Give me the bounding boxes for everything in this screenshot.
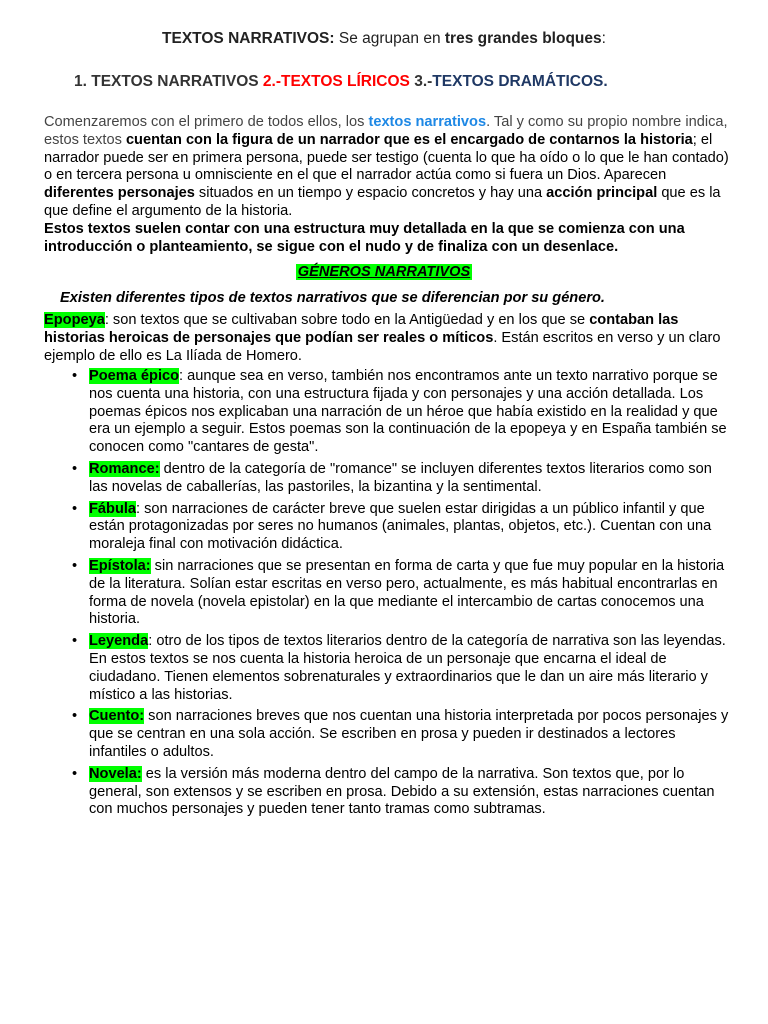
document-title	[0, 30, 768, 48]
title-mid: Se agrupan en	[334, 30, 445, 47]
block-dramatic-number: 3.-	[414, 73, 433, 90]
genre-label: Cuento:	[89, 708, 145, 725]
narrative-texts-link-text: textos narrativos	[368, 114, 487, 130]
list-item: • Leyenda: otro de los tipos de textos literarios dentro de la categoría de narrativa son las leyendas. En estos textos se nos cuenta la historia heroica de un personaje que encarna el ideal de ciudadano. Tienen elementos sobrenaturales y extraordinarios que le dan un aire más literario y místico a las historias.	[72, 633, 726, 703]
genres-heading: GÉNEROS NARRATIVOS	[297, 264, 471, 280]
list-item: • Fábula: son narraciones de carácter breve que suelen estar dirigidas a un público infantil y que están protagonizadas por seres no humanos (animales, plantas, objetos, etc.). Cuentan con una moraleja final con motivación didáctica.	[72, 500, 712, 553]
bullet-icon: •	[72, 368, 78, 384]
list-item: • Cuento: son narraciones breves que nos cuentan una historia interpretada por pocos personajes y que se centran en una sola acción. Se escriben en prosa y pueden ir destinados a lectores infantiles o adultos.	[72, 708, 729, 760]
bullet-icon: •	[72, 557, 78, 574]
epopeya-label: Epopeya	[44, 312, 105, 328]
genres-list	[72, 368, 734, 823]
blocks-heading	[74, 73, 608, 91]
genre-label: Leyenda	[89, 633, 149, 650]
list-item: • Romance: dentro de la categoría de "romance" se incluyen diferentes textos literarios como son las novelas de caballerías, las pastoriles, la bizantina y la sentimental.	[72, 460, 712, 495]
block-lyric: 2.-TEXTOS LÍRICOS	[262, 73, 415, 90]
block-dramatic: TEXTOS DRAMÁTICOS.	[432, 73, 608, 90]
genre-label: Poema épico	[89, 368, 180, 384]
structure-paragraph: Estos textos suelen contar con una estructura muy detallada en la que se comienza con una introducción o planteamiento, se sigue con el nudo y de finaliza con un desenlace.	[44, 220, 685, 255]
genre-label: Romance:	[89, 460, 160, 477]
epopeya-paragraph: Epopeya: son textos que se cultivaban sobre todo en la Antigüedad y en los que se contaban las historias heroicas de personajes que podían ser reales o míticos. Están escritos en verso y un claro ejemplo de ello es La Ilíada de Homero.	[44, 312, 721, 364]
block-narrative: 1. TEXTOS NARRATIVOS	[74, 73, 263, 90]
list-item: • Epístola: sin narraciones que se presentan en forma de carta y que fue muy popular en la historia de la literatura. Solían estar escritas en verso pero, actualmente, es más habitual encontrarlas en forma de novela (novela epistolar) en la que mediante el intercambio de cartas conocemos una historia.	[72, 557, 725, 628]
bullet-icon: •	[72, 708, 78, 725]
list-item: • Novela: es la versión más moderna dentro del campo de la narrativa. Son textos que, por lo general, son extensos y se escriben en prosa. Debido a su extensión, estas narraciones cuentan con muchos personajes y pueden tener tanto tramas como subtramas.	[72, 765, 715, 818]
title-bold-blocks: tres grandes bloques	[444, 30, 602, 47]
genres-subtitle: Existen diferentes tipos de textos narrativos que se diferencian por su género.	[60, 290, 605, 306]
bullet-icon: •	[72, 765, 78, 782]
title-end: :	[601, 30, 606, 47]
list-item: • Poema épico: aunque sea en verso, también nos encontramos ante un texto narrativo porque se nos cuenta una historia, con una estructura fijada y con personajes y una acción detallada. Los poemas épicos nos explicaban una narración de un héroe que había existido en la realidad y que era un ejemplo a seguir. Estos poemas son la continuación de la epopeya y en España también se conocen como "cantares de gesta".	[72, 368, 727, 456]
bullet-icon: •	[72, 633, 78, 650]
bullet-icon: •	[72, 460, 78, 477]
intro-paragraph: Comenzaremos con el primero de todos ellos, los textos narrativos. Tal y como su propio nombre indica, estos textos cuentan con la figura de un narrador que es el encargado de contarnos la historia; el narrador puede ser en primera persona, puede ser testigo (cuenta lo que ha oído o lo que le han contado) o en tercera persona u omnisciente en el que el narrador actúa como si fuera un Dios. Aparecen diferentes personajes situados en un tiempo y espacio concretos y hay una acción principal que es la que define el argumento de la historia. Estos textos suelen contar con una estructura muy detallada en la que se comienza con una introducción o planteamiento, se sigue con el nudo y de finaliza con un desenlace.	[44, 114, 729, 255]
title-bold: TEXTOS NARRATIVOS:	[162, 30, 335, 47]
bullet-icon: •	[72, 500, 78, 517]
genre-label: Fábula	[89, 500, 137, 517]
genre-label: Epístola:	[89, 557, 151, 574]
genre-label: Novela:	[89, 765, 142, 782]
